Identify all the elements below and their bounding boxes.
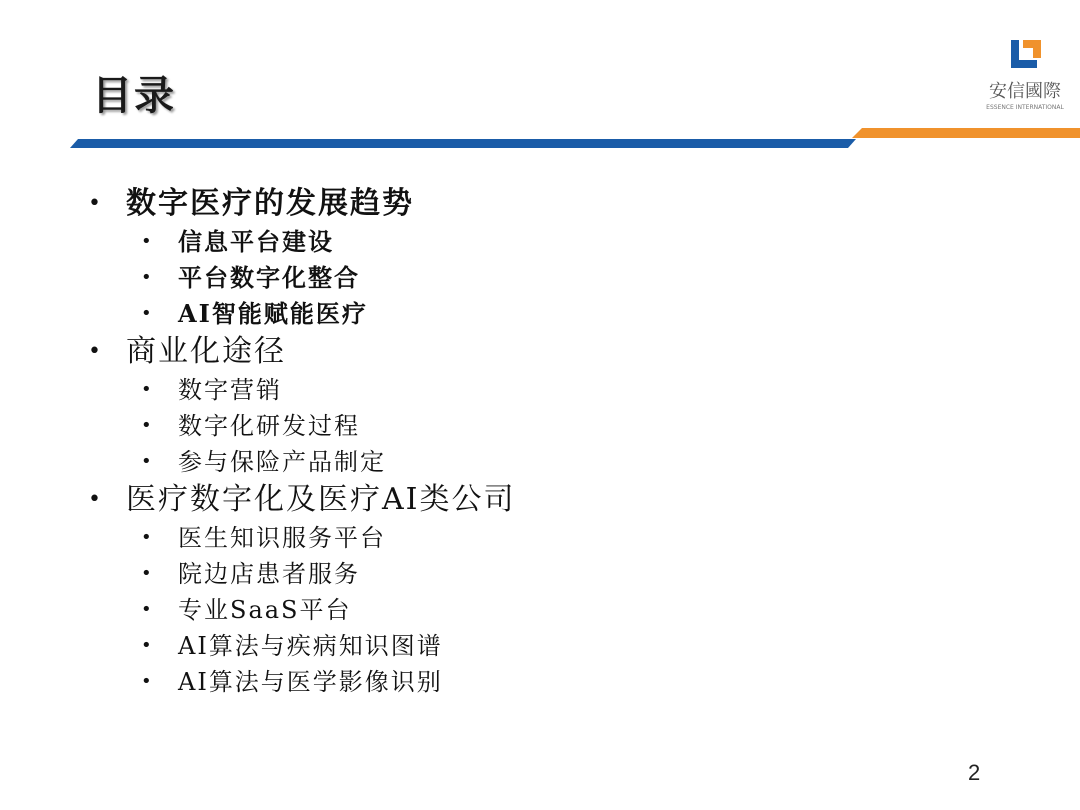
company-logo	[982, 36, 1068, 116]
item-label: AI智能赋能医疗	[178, 299, 368, 328]
bullet-icon: •	[141, 231, 154, 252]
section-label: 商业化途径	[126, 334, 286, 369]
outline-section	[0, 332, 1080, 372]
bullet-icon: •	[141, 303, 154, 324]
header-bar-orange	[852, 128, 1080, 138]
outline-item	[0, 592, 1080, 628]
bullet-icon: •	[88, 191, 103, 216]
item-label: 信息平台建设	[178, 227, 334, 256]
item-label: 专业SaaS平台	[178, 596, 352, 624]
bullet-icon: •	[141, 451, 154, 472]
outline-item	[0, 224, 1080, 260]
bullet-icon: •	[141, 635, 154, 656]
bullet-icon: •	[141, 671, 154, 692]
header-divider-bar	[0, 128, 1080, 150]
logo-name: 安信國際	[989, 81, 1061, 102]
outline-item	[0, 408, 1080, 444]
item-label: 平台数字化整合	[178, 263, 360, 292]
bullet-icon: •	[141, 527, 154, 548]
page-number: 2	[968, 760, 981, 785]
bullet-icon: •	[141, 599, 154, 620]
item-label: AI算法与医学影像识别	[178, 668, 443, 696]
outline-item	[0, 520, 1080, 556]
item-label: 数字营销	[178, 376, 282, 404]
item-label: AI算法与疾病知识图谱	[178, 632, 443, 660]
slide-title: 目录	[92, 72, 176, 119]
logo-mark-icon	[1009, 38, 1043, 70]
outline-item	[0, 628, 1080, 664]
outline-item	[0, 372, 1080, 408]
item-label: 院边店患者服务	[178, 560, 360, 588]
item-label: 参与保险产品制定	[178, 448, 386, 476]
bullet-icon: •	[88, 487, 103, 512]
bullet-icon: •	[141, 267, 154, 288]
outline-list	[0, 184, 1080, 700]
bullet-icon: •	[141, 563, 154, 584]
item-label: 数字化研发过程	[178, 412, 360, 440]
logo-subtitle: ESSENCE INTERNATIONAL	[986, 104, 1064, 111]
outline-item	[0, 664, 1080, 700]
header-bar-blue	[70, 139, 856, 148]
outline-item	[0, 296, 1080, 332]
outline-section	[0, 184, 1080, 224]
section-label: 医疗数字化及医疗AI类公司	[126, 482, 516, 517]
outline-section	[0, 480, 1080, 520]
bullet-icon: •	[141, 415, 154, 436]
outline-item	[0, 556, 1080, 592]
bullet-icon: •	[141, 379, 154, 400]
bullet-icon: •	[88, 339, 103, 364]
outline-item	[0, 260, 1080, 296]
outline-item	[0, 444, 1080, 480]
section-label: 数字医疗的发展趋势	[126, 186, 414, 221]
item-label: 医生知识服务平台	[178, 524, 386, 552]
